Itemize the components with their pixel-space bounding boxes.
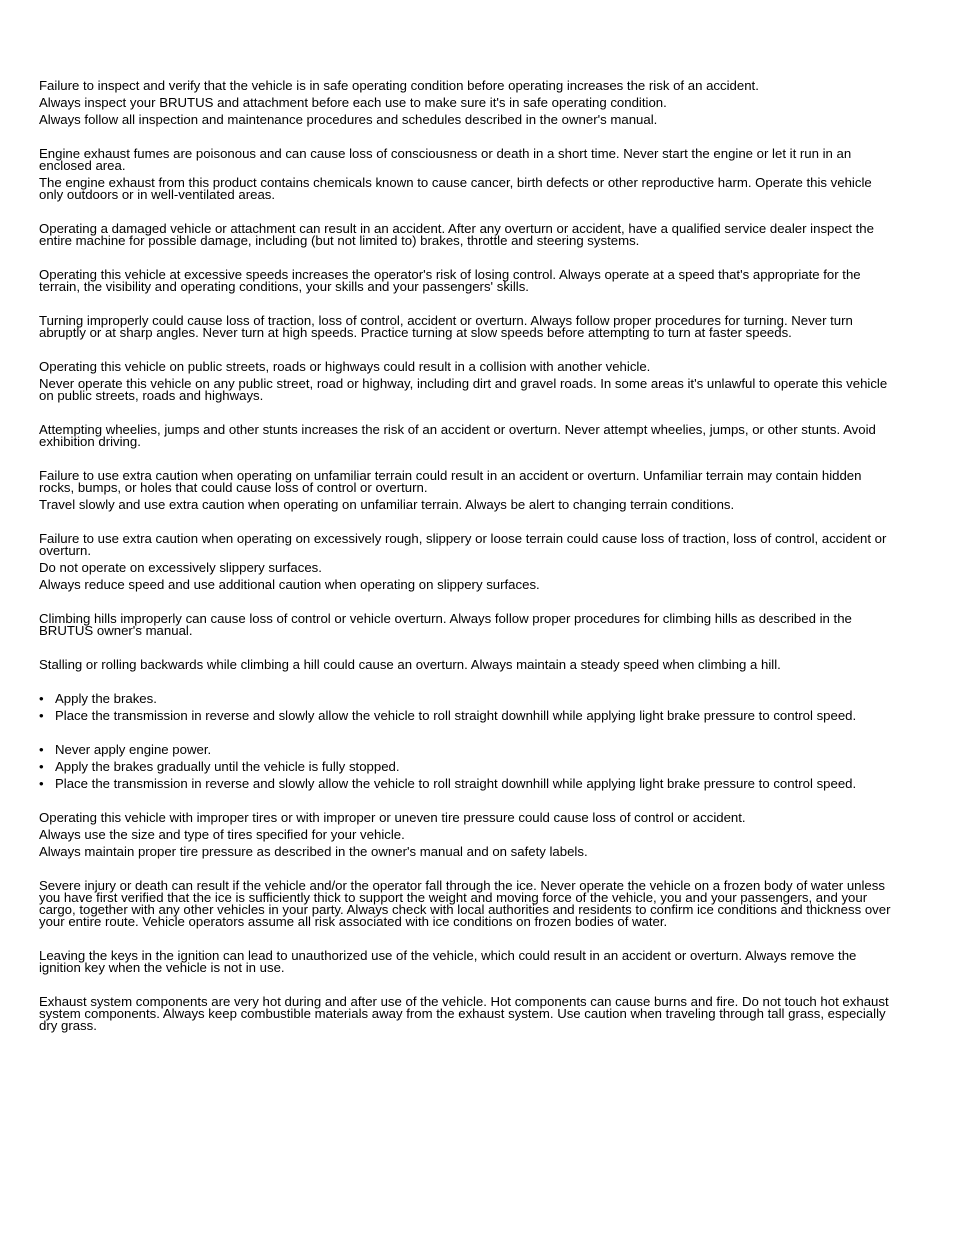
paragraph: Exhaust system components are very hot during and after use of the vehicle. Hot components can cause burns and fire. Do not touch hot exhaust system components. Always keep combustible materials away from the exhaust system. Use caution when traveling through tall grass, especially dry grass. bbox=[39, 994, 889, 1033]
list-item-text: Apply the brakes gradually until the vehicle is fully stopped. bbox=[55, 759, 400, 774]
bullet-list bbox=[39, 693, 899, 722]
paragraph: Travel slowly and use extra caution when operating on unfamiliar terrain. Always be alert to changing terrain conditions. bbox=[39, 497, 735, 512]
bullet-glyph: • bbox=[39, 742, 44, 757]
paragraph: Leaving the keys in the ignition can lead to unauthorized use of the vehicle, which could result in an accident or overturn. Always remove the ignition key when the vehicle is not in use. bbox=[39, 948, 857, 975]
warning-section-unfamiliar-terrain bbox=[39, 470, 899, 511]
document-page bbox=[39, 80, 899, 1032]
procedure-list-stalling bbox=[39, 744, 899, 790]
warning-section-public-roads bbox=[39, 361, 899, 402]
warning-section-stunts bbox=[39, 424, 899, 448]
bullet-list bbox=[39, 744, 899, 790]
warning-section-excessive-speed bbox=[39, 269, 899, 293]
warning-section-stalling bbox=[39, 659, 899, 671]
list-item-text: Apply the brakes. bbox=[55, 691, 157, 706]
paragraph: The engine exhaust from this product contains chemicals known to cause cancer, birth defects or other reproductive harm. Operate this vehicle only outdoors or in well-ventilated areas. bbox=[39, 175, 872, 202]
paragraph: Always inspect your BRUTUS and attachment before each use to make sure it's in safe operating condition. bbox=[39, 95, 667, 110]
list-item-text: Never apply engine power. bbox=[55, 742, 212, 757]
paragraph: Always reduce speed and use additional caution when operating on slippery surfaces. bbox=[39, 577, 540, 592]
list-item-text: Place the transmission in reverse and slowly allow the vehicle to roll straight downhill while applying light brake pressure to control speed. bbox=[55, 776, 857, 791]
paragraph: Operating this vehicle at excessive speeds increases the operator's risk of losing control. Always operate at a speed that's appropriate for the terrain, the visibility and operating conditions, your skills and your passengers' skills. bbox=[39, 267, 861, 294]
paragraph: Failure to use extra caution when operating on unfamiliar terrain could result in an accident or overturn. Unfamiliar terrain may contain hidden rocks, bumps, or holes that could cause loss of control or overturn. bbox=[39, 468, 862, 495]
list-item bbox=[39, 710, 899, 722]
paragraph: Failure to use extra caution when operating on excessively rough, slippery or loose terrain could cause loss of traction, loss of control, accident or overturn. bbox=[39, 531, 887, 558]
warning-section-ice bbox=[39, 880, 899, 928]
bullet-glyph: • bbox=[39, 708, 44, 723]
bullet-glyph: • bbox=[39, 691, 44, 706]
paragraph: Engine exhaust fumes are poisonous and can cause loss of consciousness or death in a short time. Never start the engine or let it run in an enclosed area. bbox=[39, 146, 852, 173]
warning-section-inspection bbox=[39, 80, 899, 126]
procedure-list-rolling-backwards bbox=[39, 693, 899, 722]
list-item bbox=[39, 744, 899, 756]
paragraph: Always follow all inspection and maintenance procedures and schedules described in the owner's manual. bbox=[39, 112, 658, 127]
bullet-glyph: • bbox=[39, 759, 44, 774]
paragraph: Stalling or rolling backwards while climbing a hill could cause an overturn. Always maintain a steady speed when climbing a hill. bbox=[39, 657, 781, 672]
warning-section-hot-exhaust bbox=[39, 996, 899, 1032]
list-item bbox=[39, 761, 899, 773]
paragraph: Turning improperly could cause loss of traction, loss of control, accident or overturn. Always follow proper procedures for turning. Never turn abruptly or at sharp angles. Never turn at high speeds. Practice turning at slow speeds before attempting to turn at faster speeds. bbox=[39, 313, 853, 340]
paragraph: Attempting wheelies, jumps and other stunts increases the risk of an accident or overturn. Never attempt wheelies, jumps, or other stunts. Avoid exhibition driving. bbox=[39, 422, 876, 449]
bullet-glyph: • bbox=[39, 776, 44, 791]
warning-section-rough-terrain bbox=[39, 533, 899, 591]
list-item bbox=[39, 778, 899, 790]
warning-section-turning bbox=[39, 315, 899, 339]
warning-section-climbing-hills bbox=[39, 613, 899, 637]
paragraph: Never operate this vehicle on any public street, road or highway, including dirt and gravel roads. In some areas it's unlawful to operate this vehicle on public streets, roads and highways. bbox=[39, 376, 888, 403]
warning-section-ignition-keys bbox=[39, 950, 899, 974]
paragraph: Failure to inspect and verify that the vehicle is in safe operating condition before operating increases the risk of an accident. bbox=[39, 78, 759, 93]
paragraph: Operating this vehicle with improper tires or with improper or uneven tire pressure could cause loss of control or accident. bbox=[39, 810, 746, 825]
paragraph: Always maintain proper tire pressure as described in the owner's manual and on safety labels. bbox=[39, 844, 588, 859]
warning-section-exhaust-fumes bbox=[39, 148, 899, 201]
paragraph: Do not operate on excessively slippery surfaces. bbox=[39, 560, 322, 575]
list-item-text: Place the transmission in reverse and slowly allow the vehicle to roll straight downhill while applying light brake pressure to control speed. bbox=[55, 708, 857, 723]
paragraph: Climbing hills improperly can cause loss of control or vehicle overturn. Always follow proper procedures for climbing hills as described in the BRUTUS owner's manual. bbox=[39, 611, 852, 638]
warning-section-tires bbox=[39, 812, 899, 858]
paragraph: Operating this vehicle on public streets, roads or highways could result in a collision with another vehicle. bbox=[39, 359, 651, 374]
paragraph: Severe injury or death can result if the vehicle and/or the operator fall through the ice. Never operate the vehicle on a frozen body of water unless you have first verified that the ice is sufficiently thick to support the weight and moving force of the vehicle, you and your passengers, and your cargo, together with any other vehicles in your party. Always check with local authorities and residents to confirm ice conditions and thickness over your entire route. Vehicle operators assume all risk associated with ice conditions on frozen bodies of water. bbox=[39, 878, 891, 929]
list-item bbox=[39, 693, 899, 705]
paragraph: Always use the size and type of tires specified for your vehicle. bbox=[39, 827, 405, 842]
warning-section-damaged-vehicle bbox=[39, 223, 899, 247]
paragraph: Operating a damaged vehicle or attachment can result in an accident. After any overturn or accident, have a qualified service dealer inspect the entire machine for possible damage, including (but not limited to) brakes, throttle and steering systems. bbox=[39, 221, 874, 248]
